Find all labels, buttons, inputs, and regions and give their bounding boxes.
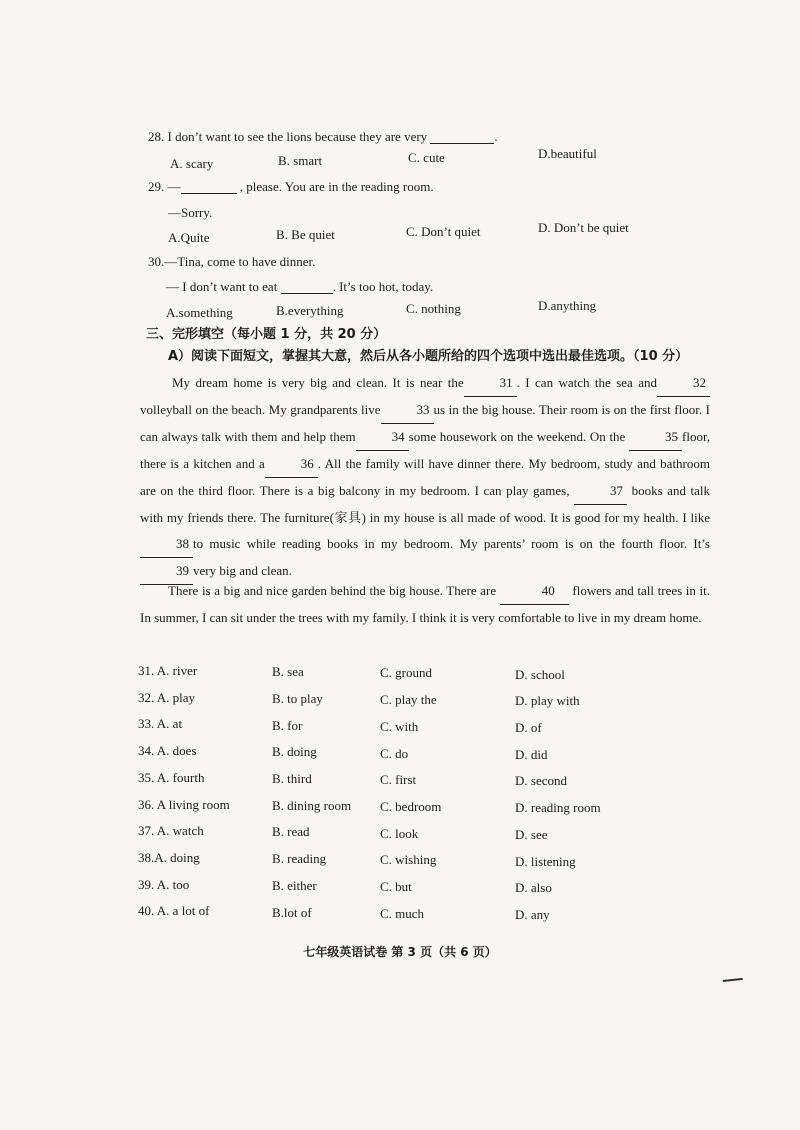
q28-option-d: D.beautiful xyxy=(538,146,597,161)
q28-option-b: B. smart xyxy=(278,153,323,168)
q29-blank xyxy=(181,180,237,194)
choice-32-d: D. play with xyxy=(515,693,580,708)
passage-text: us in the big house. Their room is on the first floor. I can always talk with them and help them xyxy=(140,402,711,444)
choice-35-c: C. first xyxy=(380,772,417,787)
choice-39-d: D. also xyxy=(515,880,552,895)
choice-38-b: B. reading xyxy=(272,851,327,866)
q29-reply: —Sorry. xyxy=(168,205,213,220)
q29-option-b: B. Be quiet xyxy=(276,227,335,242)
passage-text: My dream home is very big and clean. It is near the xyxy=(172,375,464,390)
passage-text: volleyball on the beach. My grandparents live xyxy=(140,402,381,417)
choice-36-b: B. dining room xyxy=(272,798,352,813)
choice-33-c: C. with xyxy=(380,719,419,734)
choice-33-d: D. of xyxy=(515,720,542,735)
choice-36-d: D. reading room xyxy=(515,800,601,815)
choice-38-a: 38.A. doing xyxy=(138,850,200,865)
question-30: 30.—Tina, come to have dinner. xyxy=(148,254,316,269)
passage-text: . I can watch the sea and xyxy=(516,375,657,390)
choice-31-a: 31. A. river xyxy=(138,663,198,678)
choice-36-c: C. bedroom xyxy=(380,799,442,814)
choice-40-b: B.lot of xyxy=(272,905,312,920)
q28-stem: 28. I don’t want to see the lions because they are very xyxy=(148,129,428,144)
q30-line2 xyxy=(166,280,433,294)
choice-32-b: B. to play xyxy=(272,691,323,706)
q29-lead: 29. — xyxy=(148,179,181,194)
q30-line2-b: . It’s too hot, today. xyxy=(332,279,434,294)
choice-31-d: D. school xyxy=(515,667,565,682)
choice-34-b: B. doing xyxy=(272,744,317,759)
passage-text: to music while reading books in my bedroom. My parents’ room is on the fourth floor. It’s xyxy=(193,536,710,551)
passage-text: some housework on the weekend. On the xyxy=(408,429,626,444)
blank-36: 36 xyxy=(265,451,318,478)
q28-option-a: A. scary xyxy=(170,156,214,171)
q30-option-d: D.anything xyxy=(538,298,597,313)
section-title: 三、完形填空（每小题 1 分，共 20 分） xyxy=(146,327,387,342)
choice-39-b: B. either xyxy=(272,878,317,893)
q30-option-c: C. nothing xyxy=(406,301,461,316)
choice-32-c: C. play the xyxy=(380,692,437,707)
blank-38: 38 xyxy=(140,531,193,558)
passage-text: very big and clean. xyxy=(193,563,292,578)
q29-option-c: C. Don’t quiet xyxy=(406,224,481,239)
q30-option-b: B.everything xyxy=(276,303,344,318)
passage-paragraph-1 xyxy=(140,370,710,585)
scan-mark xyxy=(721,964,743,982)
choice-34-c: C. do xyxy=(380,746,409,761)
choice-35-b: B. third xyxy=(272,771,312,786)
blank-31: 31 xyxy=(464,370,517,397)
blank-35: 35 xyxy=(629,424,682,451)
blank-37: 37 xyxy=(574,478,627,505)
q28-blank xyxy=(430,130,494,144)
q30-blank xyxy=(281,280,333,294)
choice-37-c: C. look xyxy=(380,826,419,841)
passage-text: flowers and tall trees in it. In summer, I can sit under the trees with my family. I think it is very comfortable to live in my dream home. xyxy=(140,583,711,625)
choice-31-b: B. sea xyxy=(272,664,304,679)
choice-40-a: 40. A. a lot of xyxy=(138,903,210,918)
choice-38-c: C. wishing xyxy=(380,852,437,867)
blank-39: 39 xyxy=(140,558,193,585)
blank-40: 40 xyxy=(500,578,569,605)
passage-text: books and talk with my friends there. The furniture(家具) in my house is all made of wood. It is good for my health. I like xyxy=(140,483,710,525)
choice-39-a: 39. A. too xyxy=(138,877,190,892)
choice-33-a: 33. A. at xyxy=(138,716,183,731)
choice-40-c: C. much xyxy=(380,906,425,921)
choice-33-b: B. for xyxy=(272,718,303,733)
question-29 xyxy=(148,180,434,194)
q29-stem: , please. You are in the reading room. xyxy=(239,179,434,194)
choice-36-a: 36. A living room xyxy=(138,797,230,812)
q28-end: . xyxy=(494,129,498,144)
choice-40-d: D. any xyxy=(515,907,550,922)
q30-option-a: A.something xyxy=(166,305,233,320)
choice-37-a: 37. A. watch xyxy=(138,823,204,838)
page-footer: 七年级英语试卷 第 3 页（共 6 页） xyxy=(303,945,497,959)
blank-33: 33 xyxy=(381,397,434,424)
q29-option-d: D. Don’t be quiet xyxy=(538,220,629,235)
choice-34-a: 34. A. does xyxy=(138,743,197,758)
choice-34-d: D. did xyxy=(515,747,548,762)
passage-text: floor, there is a kitchen and a xyxy=(140,429,711,471)
choice-35-d: D. second xyxy=(515,773,567,788)
passage-text: . All the family will have dinner there. My bedroom, study and bathroom are on the third floor. There is a big balcony in my bedroom. I can play games, xyxy=(140,456,710,498)
q29-option-a: A.Quite xyxy=(168,230,210,245)
passage-text: There is a big and nice garden behind the big house. There are xyxy=(168,583,497,598)
section-instruction: A）阅读下面短文，掌握其大意，然后从各小题所给的四个选项中选出最佳选项。（10 分） xyxy=(168,349,689,364)
choice-39-c: C. but xyxy=(380,879,412,894)
q30-line2-a: — I don’t want to eat xyxy=(166,279,278,294)
blank-32: 32 xyxy=(657,370,710,397)
passage-paragraph-2 xyxy=(140,578,710,631)
question-28 xyxy=(148,130,498,144)
choice-38-d: D. listening xyxy=(515,854,576,869)
q28-option-c: C. cute xyxy=(408,150,445,165)
choice-32-a: 32. A. play xyxy=(138,690,196,705)
blank-34: 34 xyxy=(356,424,409,451)
choice-31-c: C. ground xyxy=(380,665,432,680)
choice-37-b: B. read xyxy=(272,824,310,839)
choice-37-d: D. see xyxy=(515,827,548,842)
choice-35-a: 35. A. fourth xyxy=(138,770,205,785)
